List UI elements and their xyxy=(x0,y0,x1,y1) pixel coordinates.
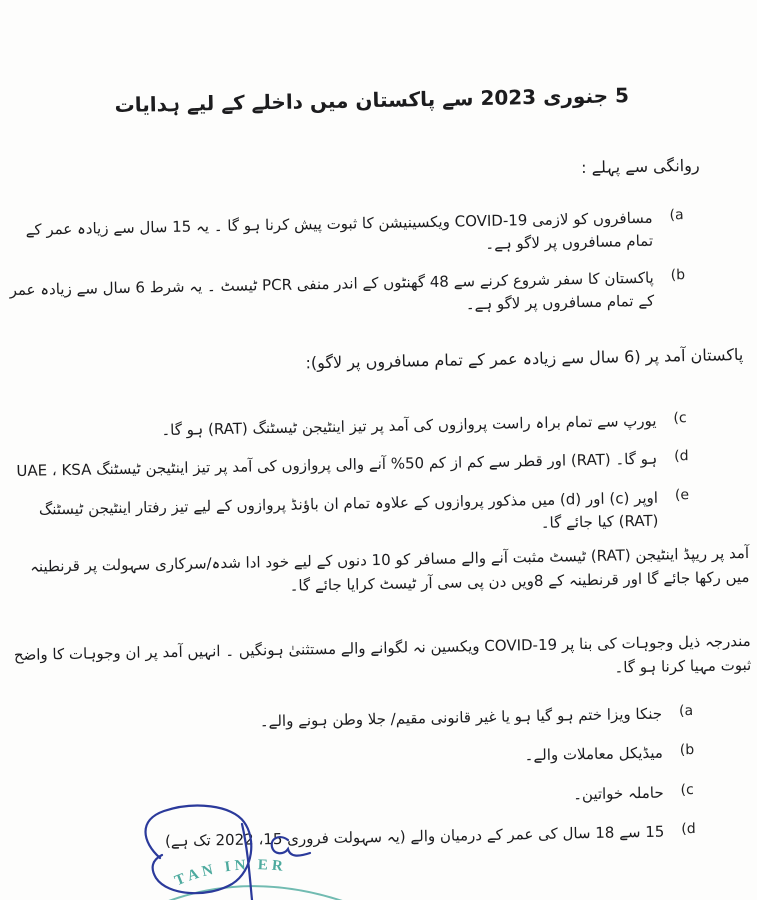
pre-departure-list xyxy=(3,205,754,338)
quarantine-note: آمد پر ریپڈ اینٹیجن (RAT) ٹیسٹ مثبت آنے والے مسافر کو 10 دنوں کے لیے خود ادا شدہ/سرکاری سہولت پر قرنطینہ میں رکھا جائے گا اور قرنطینہ کے 8ویں دن پی سی آر ٹیسٹ کرایا جائے گا۔ xyxy=(29,543,750,595)
item-label: (b xyxy=(670,266,686,283)
list-item xyxy=(9,484,757,545)
handwritten-signature-icon xyxy=(146,806,311,900)
item-text: حاملہ خواتین۔ xyxy=(572,783,664,803)
item-text: 15 سے 18 سال کی عمر کے درمیان والے (یہ سہولت فروری 15، 2022 تک ہے) xyxy=(164,822,665,850)
arrival-heading: پاکستان آمد پر (6 سال سے زیادہ عمر کے تمام مسافروں پر لاگو): xyxy=(305,344,744,373)
item-text: یورپ سے تمام براہ راست پروازوں کی آمد پر تیز اینٹیجن ٹیسٹنگ (RAT) ہو گا۔ xyxy=(161,411,657,440)
exemption-note: مندرجہ ذیل وجوہات کی بنا پر COVID-19 ویکسین نہ لگوانے والے مستثنیٰ ہونگیں ۔ انہیں آمد پر ان وجوہات کا واضح ثبوت مہیا کرنا ہو گا۔ xyxy=(13,631,752,677)
document-title: 5 جنوری 2023 سے پاکستان میں داخلے کے لیے ہدایات xyxy=(114,83,630,117)
item-text: پاکستان کا سفر شروع کرنے سے 48 گھنٹوں کے اندر منفی PCR ٹیسٹ ۔ یہ شرط 6 سال سے زیادہ عمر کے تمام مسافروں پر لاگو ہے۔ xyxy=(9,268,655,314)
arrival-list xyxy=(7,408,757,560)
item-label: (d xyxy=(674,448,689,465)
list-item xyxy=(14,740,757,778)
item-text: UAE‎ ، KSA‎ اور قطر سے کم از کم 50% آنے والی پروازوں کی آمد پر تیز اینٹیجن ٹیسٹنگ (RAT) ہو گا۔ xyxy=(16,449,658,481)
item-label: (a xyxy=(669,207,684,224)
item-label: (d xyxy=(681,820,696,838)
item-text: جنکا ویزا ختم ہو گیا ہو یا غیر قانونی مقیم/ جلا وطن ہونے والے۔ xyxy=(259,704,663,731)
item-label: (a xyxy=(678,703,694,720)
item-label: (e xyxy=(674,486,690,503)
item-text: میڈیکل معاملات والے۔ xyxy=(524,743,664,765)
list-item xyxy=(8,446,757,484)
list-item xyxy=(5,264,755,325)
stamp-signature-graphic xyxy=(72,800,372,900)
item-text: اوپر (c) اور (d) میں مذکور پروازوں کے علاوہ تمام ان باؤنڈ پروازوں کے لیے تیز رفتار اینٹیجن ٹیسٹنگ (RAT) کیا جائے گا۔ xyxy=(38,488,659,532)
list-item xyxy=(7,408,756,446)
item-label: (c xyxy=(673,410,687,427)
stamp-and-signature-area xyxy=(72,800,372,900)
stamp-arc-text: TAN IN ER xyxy=(172,857,288,890)
item-text: مسافروں کو لازمی COVID-19 ویکسینیشن کا ثبوت پیش کرنا ہو گا ۔ یہ 15 سال سے زیادہ عمر کے تمام مسافروں پر لاگو ہے۔ xyxy=(25,208,654,254)
official-stamp-icon xyxy=(124,857,362,900)
pre-departure-heading: روانگی سے پہلے : xyxy=(580,155,700,178)
list-item xyxy=(3,205,753,266)
item-label: (b xyxy=(679,742,695,759)
list-item xyxy=(13,701,757,739)
item-label: (c xyxy=(680,781,694,798)
